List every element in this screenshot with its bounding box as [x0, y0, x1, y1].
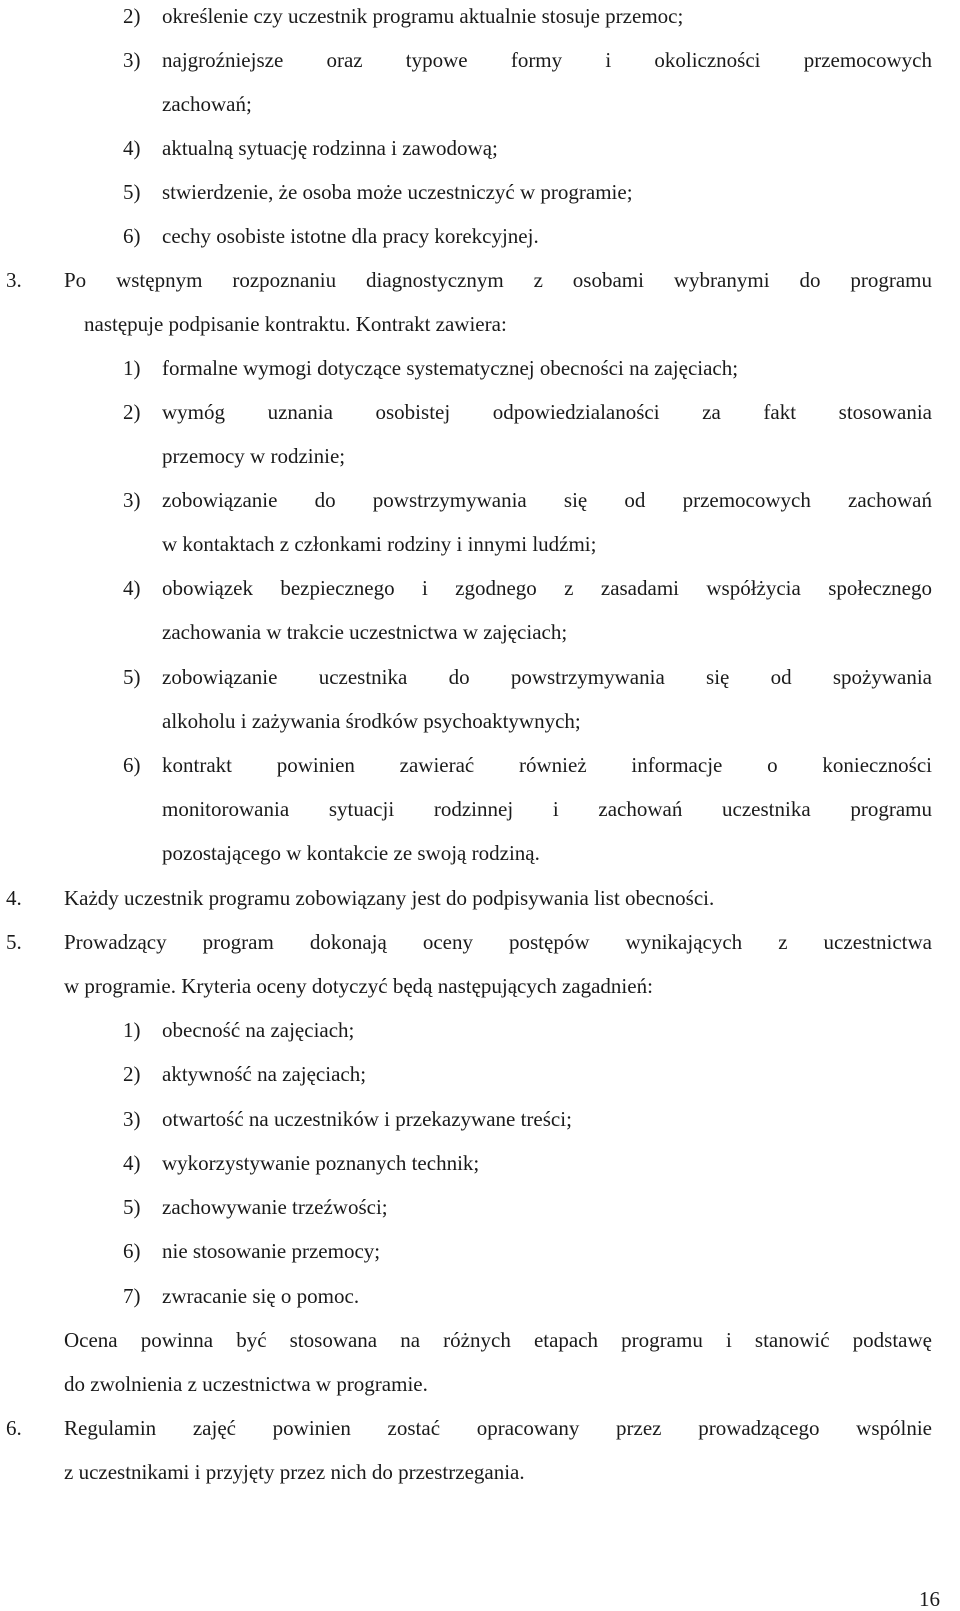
list-item-text: obowiązek bezpiecznego i zgodnego z zasadami współżycia społecznego: [162, 576, 932, 600]
list-item-text: wykorzystywanie poznanych technik;: [162, 1151, 480, 1175]
list-item-text: monitorowania sytuacji rodzinnej i zachowań uczestnika programu: [162, 797, 932, 821]
section-text: w programie. Kryteria oceny dotyczyć będą następujących zagadnień:: [64, 974, 653, 998]
list-item-text: kontrakt powinien zawierać również informacje o konieczności: [162, 753, 932, 777]
list-item-text: obecność na zajęciach;: [162, 1018, 355, 1042]
list-item-text: najgroźniejsze oraz typowe formy i okoliczności przemocowych: [162, 48, 932, 72]
section-text: Regulamin zajęć powinien zostać opracowany przez prowadzącego wspólnie: [64, 1416, 932, 1440]
list-item-text: przemocy w rodzinie;: [162, 444, 346, 468]
paragraph-text: do zwolnienia z uczestnictwa w programie.: [64, 1372, 428, 1396]
list-item-number: 2): [123, 1062, 141, 1086]
list-item-text: zobowiązanie do powstrzymywania się od przemocowych zachowań: [162, 488, 932, 512]
list-item-text: wymóg uznania osobistej odpowiedzialaności za fakt stosowania: [162, 400, 932, 424]
paragraph-text: Ocena powinna być stosowana na różnych etapach programu i stanowić podstawę: [64, 1328, 932, 1352]
list-item-number: 3): [123, 48, 141, 72]
list-item-text: określenie czy uczestnik programu aktualnie stosuje przemoc;: [162, 4, 684, 28]
list-item-text: zobowiązanie uczestnika do powstrzymywania się od spożywania: [162, 665, 932, 689]
list-item-number: 6): [123, 753, 141, 777]
section-text: Każdy uczestnik programu zobowiązany jest do podpisywania list obecności.: [64, 886, 715, 910]
list-item-text: zachowania w trakcie uczestnictwa w zajęciach;: [162, 620, 568, 644]
section-number: 6.: [6, 1416, 22, 1440]
list-item-text: stwierdzenie, że osoba może uczestniczyć w programie;: [162, 180, 633, 204]
list-item-text: pozostającego w kontakcie ze swoją rodziną.: [162, 841, 540, 865]
list-item-text: zwracanie się o pomoc.: [162, 1284, 360, 1308]
list-item-text: otwartość na uczestników i przekazywane treści;: [162, 1107, 572, 1131]
list-item-text: cechy osobiste istotne dla pracy korekcyjnej.: [162, 224, 539, 248]
list-item-number: 7): [123, 1284, 141, 1308]
section-number: 5.: [6, 930, 22, 954]
list-item-number: 5): [123, 665, 141, 689]
list-item-text: nie stosowanie przemocy;: [162, 1239, 381, 1263]
list-item-number: 3): [123, 488, 141, 512]
list-item-number: 5): [123, 180, 141, 204]
list-item-number: 4): [123, 1151, 141, 1175]
list-item-number: 6): [123, 224, 141, 248]
section-text: z uczestnikami i przyjęty przez nich do przestrzegania.: [64, 1460, 525, 1484]
list-item-text: aktualną sytuację rodzinna i zawodową;: [162, 136, 498, 160]
list-item-number: 2): [123, 400, 141, 424]
list-item-text: alkoholu i zażywania środków psychoaktywnych;: [162, 709, 581, 733]
list-item-number: 1): [123, 1018, 141, 1042]
list-item-text: w kontaktach z członkami rodziny i innymi ludźmi;: [162, 532, 597, 556]
list-item-number: 1): [123, 356, 141, 380]
section-text: następuje podpisanie kontraktu. Kontrakt zawiera:: [84, 312, 507, 336]
list-item-number: 4): [123, 136, 141, 160]
list-item-number: 4): [123, 576, 141, 600]
section-text: Po wstępnym rozpoznaniu diagnostycznym z osobami wybranymi do programu: [64, 268, 932, 292]
list-item-text: formalne wymogi dotyczące systematycznej obecności na zajęciach;: [162, 356, 739, 380]
list-item-number: 3): [123, 1107, 141, 1131]
list-item-text: zachowań;: [162, 92, 252, 116]
section-text: Prowadzący program dokonają oceny postępów wynikających z uczestnictwa: [64, 930, 932, 954]
section-number: 4.: [6, 886, 22, 910]
list-item-text: aktywność na zajęciach;: [162, 1062, 367, 1086]
list-item-number: 6): [123, 1239, 141, 1263]
list-item-number: 5): [123, 1195, 141, 1219]
page-number: 16: [919, 1587, 940, 1611]
section-number: 3.: [6, 268, 22, 292]
list-item-number: 2): [123, 4, 141, 28]
list-item-text: zachowywanie trzeźwości;: [162, 1195, 388, 1219]
